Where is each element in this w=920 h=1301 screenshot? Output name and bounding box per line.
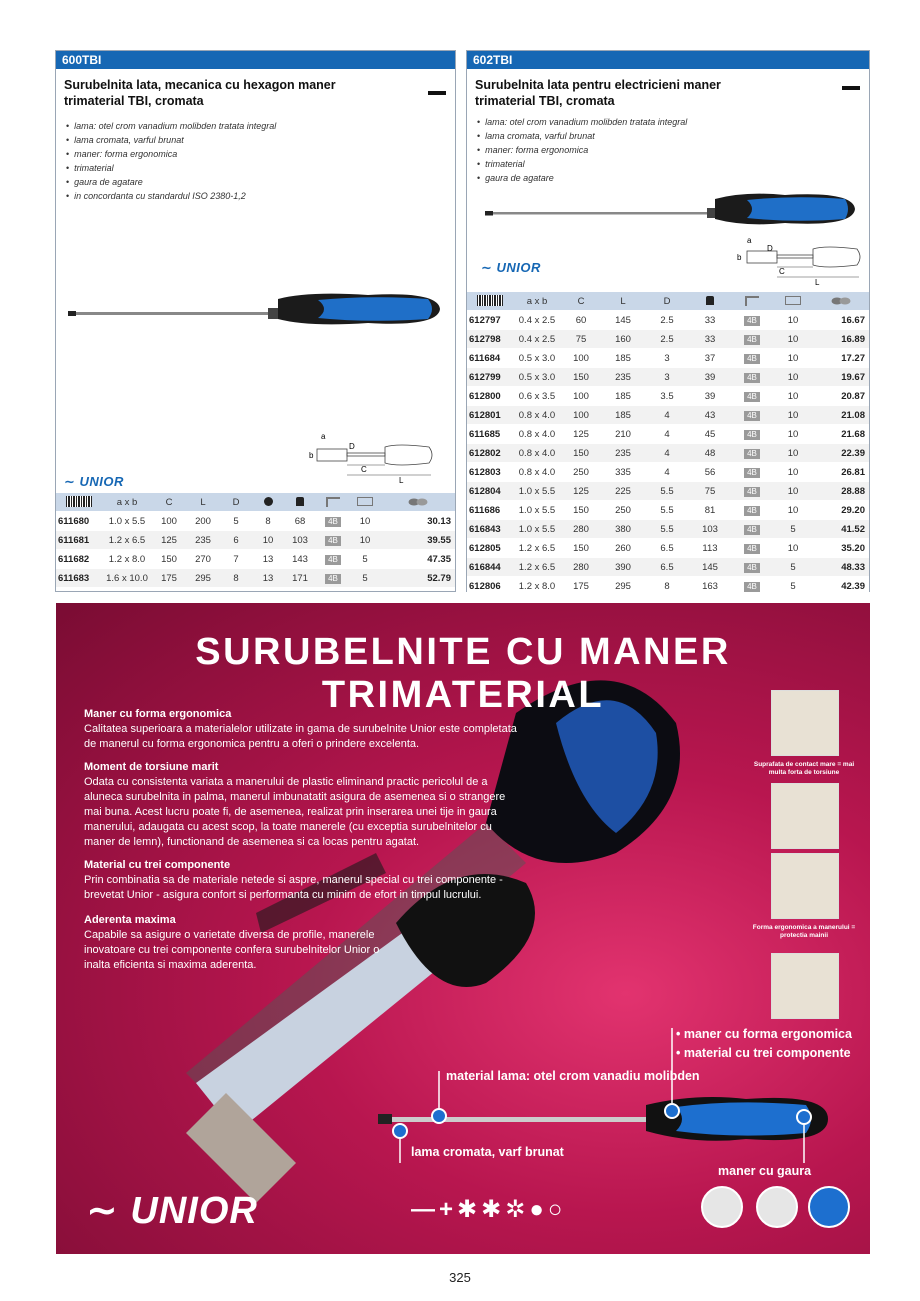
spec-table [56, 493, 455, 587]
handle-shape-image [771, 853, 839, 919]
list-item: • maner: forma ergonomica [66, 147, 455, 161]
list-item: • gaura de agatare [66, 175, 455, 189]
promo-poster [56, 603, 870, 1254]
feature-list [66, 119, 455, 203]
comfort-badge-icon [756, 1186, 798, 1228]
list-item: • in concordanta cu standardul ISO 2380-1,2 [66, 189, 455, 203]
dim-label: a [321, 432, 326, 441]
dim-label: L [815, 278, 820, 287]
table-row: 611683 1.6 x 10.0 175 295 8 13 171 4B 5 52.79 [56, 569, 455, 588]
table-row: 616843 1.0 x 5.5 280 380 5.5 103 4B 5 41.52 [467, 520, 869, 539]
panel-header: 602TBI [467, 51, 869, 69]
callout-blade-material: material lama: otel crom vanadiu molibden [446, 1069, 700, 1083]
quality-badge-icon [701, 1186, 743, 1228]
dim-label: C [361, 465, 367, 474]
feature-list [477, 115, 869, 185]
minus-icon [842, 86, 860, 90]
poster-title: SURUBELNITE CU MANER TRIMATERIAL [195, 631, 731, 716]
feature-caption: Suprafata de contact mare = mai multa forta de torsiune [753, 761, 855, 776]
table-row: 611686 1.0 x 5.5 150 250 5.5 81 4B 10 29.20 [467, 501, 869, 520]
barcode-icon [56, 493, 102, 512]
minus-icon [428, 91, 446, 95]
dim-label: C [779, 267, 785, 276]
table-row: 611682 1.2 x 8.0 150 270 7 13 143 4B 5 47.35 [56, 550, 455, 569]
hand-protection-image [771, 953, 839, 1019]
callout-trimaterial: • material cu trei componente [676, 1046, 851, 1060]
list-item: • trimaterial [66, 161, 455, 175]
list-item: • lama: otel crom vanadium molibden tratata integral [66, 119, 455, 133]
hexagon-icon [252, 493, 284, 512]
table-row: 612803 0.8 x 4.0 250 335 4 56 4B 10 26.81 [467, 463, 869, 482]
barcode-icon [467, 292, 513, 311]
hand-torque-image [771, 783, 839, 849]
dimension-diagram [731, 233, 866, 287]
list-item: • trimaterial [477, 157, 869, 171]
tip-types-symbols: —+✱✱✲●○ [411, 1196, 567, 1223]
table-row: 612797 0.4 x 2.5 60 145 2.5 33 4B 10 16.67 [467, 311, 869, 330]
product-panel-600tbi [55, 50, 456, 592]
table-row: 612800 0.6 x 3.5 100 185 3.5 39 4B 10 20.87 [467, 387, 869, 406]
screwdriver-image [68, 289, 448, 329]
table-header: a x b C L D [56, 493, 455, 512]
unior-logo: ∼ UNIOR [64, 474, 124, 489]
table-row: 616844 1.2 x 6.5 280 390 6.5 145 4B 5 48.33 [467, 558, 869, 577]
list-item: • lama cromata, varful brunat [66, 133, 455, 147]
dim-label: D [767, 244, 773, 253]
product-panel-602tbi [466, 50, 870, 592]
table-header: a x b C L D [467, 292, 869, 311]
table-row: 612802 0.8 x 4.0 150 235 4 48 4B 10 22.39 [467, 444, 869, 463]
section-grip: Aderenta maxima Capabile sa asigure o varietate diversa de profile, manerele inovatoare cu trei componente confera surubelnitelor Unior o inalta eficienta si maxima aderenta. [84, 914, 380, 971]
section-torque: Moment de torsiune marit Odata cu consistenta variata a manerului de plastic eliminand practic pericolul de a aluneca surubelnita in palma, manerul imbunatatit asigura de asemenea si o strangere mai buna. Acest lucru poate fi, de asemenea, realizat prin inserarea unei tije in gaura manerului, adaugata cu acest scop, la toate manerele (cu exceptia surubelnitelor cu maner de lemn), functionand de asemenea si ca locas pentru agatat. [84, 761, 506, 848]
table-row: 612799 0.5 x 3.0 150 235 3 39 4B 10 19.67 [467, 368, 869, 387]
hand-grip-image [771, 690, 839, 756]
dimension-diagram [301, 431, 441, 485]
panel-title: Surubelnita lata pentru electricieni maner trimaterial TBI, cromata [475, 78, 721, 108]
table-row: 611680 1.0 x 5.5 100 200 5 8 68 4B 10 30.13 [56, 512, 455, 531]
callout-hole: maner cu gaura [718, 1164, 812, 1178]
unior-logo: ∼ UNIOR [481, 260, 541, 275]
price-icon [813, 292, 869, 311]
dim-label: D [349, 442, 355, 451]
dim-label: b [309, 451, 314, 460]
unior-logo: ∼ UNIOR [86, 1190, 258, 1232]
package-icon [316, 493, 350, 512]
page-number: 325 [449, 1270, 471, 1285]
screwdriver-image [485, 189, 860, 229]
weight-icon [689, 292, 731, 311]
table-row: 611684 0.5 x 3.0 100 185 3 37 4B 10 17.27 [467, 349, 869, 368]
list-item: • lama: otel crom vanadium molibden tratata integral [477, 115, 869, 129]
spec-table [467, 292, 869, 595]
dim-label: L [399, 476, 404, 485]
callout-ergonomic: • maner cu forma ergonomica [676, 1027, 852, 1041]
package-icon [731, 292, 773, 311]
list-item: • gaura de agatare [477, 171, 869, 185]
section-ergonomic: Maner cu forma ergonomica Calitatea superioara a materialelor utilizate in gama de surubelnite Unior este completata de manerul cu forma ergonomica pentru a oferi o prindere excelenta. [84, 708, 517, 750]
section-trimaterial: Material cu trei componente Prin combinatia sa de materiale netede si aspre, manerul special cu trei componente - brevetat Unior - asigura confort si performanta cu minim de efort in timpul lucrului. [84, 859, 503, 901]
box-icon [350, 493, 380, 512]
table-row: 612804 1.0 x 5.5 125 225 5.5 75 4B 10 28.88 [467, 482, 869, 501]
table-row: 611685 0.8 x 4.0 125 210 4 45 4B 10 21.68 [467, 425, 869, 444]
list-item: • lama cromata, varful brunat [477, 129, 869, 143]
price-icon [380, 493, 455, 512]
list-item: • maner: forma ergonomica [477, 143, 869, 157]
dim-label: a [747, 236, 752, 245]
callout-blade-chrome: lama cromata, varf brunat [411, 1145, 564, 1159]
table-row: 611681 1.2 x 6.5 125 235 6 10 103 4B 10 39.55 [56, 531, 455, 550]
table-row: 612805 1.2 x 6.5 150 260 6.5 113 4B 10 35.20 [467, 539, 869, 558]
box-icon [773, 292, 813, 311]
table-row: 612806 1.2 x 8.0 175 295 8 163 4B 5 42.39 [467, 577, 869, 596]
panel-header: 600TBI [56, 51, 455, 69]
weight-icon [284, 493, 316, 512]
feature-caption: Forma ergonomica a manerului = protectia mainii [752, 924, 856, 939]
table-row: 612801 0.8 x 4.0 100 185 4 43 4B 10 21.08 [467, 406, 869, 425]
panel-title: Surubelnita lata, mecanica cu hexagon maner trimaterial TBI, cromata [64, 78, 336, 108]
grip-badge-icon [808, 1186, 850, 1228]
table-row: 612798 0.4 x 2.5 75 160 2.5 33 4B 10 16.89 [467, 330, 869, 349]
dim-label: b [737, 253, 742, 262]
